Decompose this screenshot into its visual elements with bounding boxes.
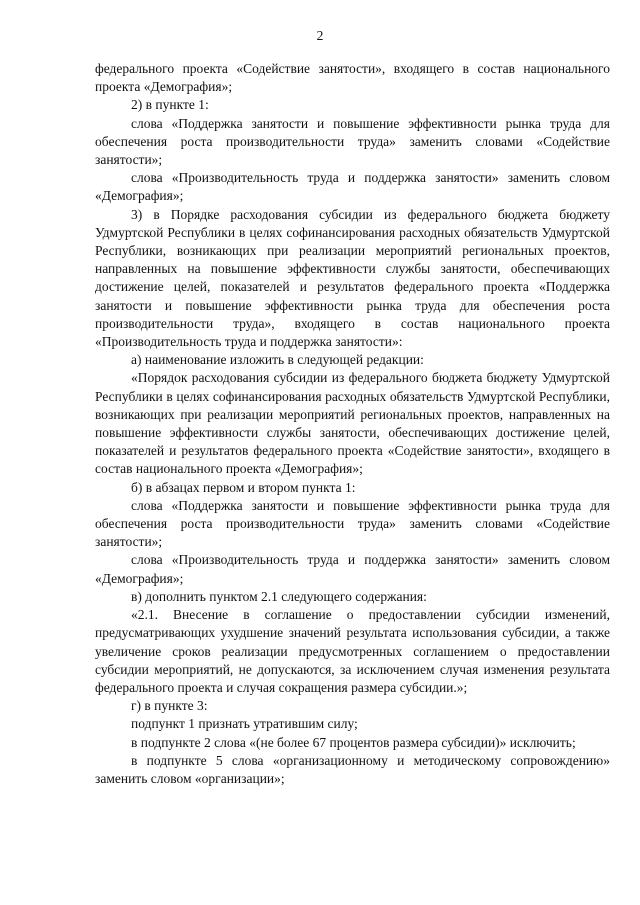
page-number: 2 bbox=[316, 28, 324, 43]
paragraph: слова «Поддержка занятости и повышение эффективности рынка труда для обеспечения роста производительности труда» заменить словами «Содействие занятости»; bbox=[95, 497, 610, 550]
paragraph: г) в пункте 3: bbox=[131, 698, 208, 714]
paragraph: б) в абзацах первом и втором пункта 1: bbox=[131, 479, 356, 495]
paragraph: слова «Производительность труда и поддержка занятости» заменить словом «Демография»; bbox=[95, 170, 610, 204]
paragraph: а) наименование изложить в следующей редакции: bbox=[131, 352, 424, 368]
paragraph: федерального проекта «Содействие занятости», входящего в состав национального проекта «Демография»; bbox=[95, 61, 610, 95]
paragraph: 2) в пункте 1: bbox=[131, 97, 209, 113]
paragraph: в подпункте 5 слова «организационному и методическому сопровождению» заменить словом «организации»; bbox=[95, 752, 610, 786]
paragraph: в подпункте 2 слова «(не более 67 процентов размера субсидии)» исключить; bbox=[131, 734, 576, 750]
paragraph: слова «Поддержка занятости и повышение эффективности рынка труда для обеспечения роста производительности труда» заменить словами «Содействие занятости»; bbox=[95, 115, 610, 168]
paragraph: «Порядок расходования субсидии из федерального бюджета бюджету Удмуртской Республики в целях софинансирования расходных обязательств Удмуртской Республики, возникающих при реализации мероприятий региональных проектов, направленных на повышение эффективности службы занятости, обеспечивающих достижение целей, показателей и результатов федерального проекта «Содействие занятости», входящего в состав национального проекта «Демография»; bbox=[95, 370, 610, 477]
paragraph: 3) в Порядке расходования субсидии из федерального бюджета бюджету Удмуртской Республики в целях софинансирования расходных обязательств Удмуртской Республики, возникающих при реализации мероприятий региональных проектов, направленных на повышение эффективности службы занятости, обеспечивающих достижение целей, показателей и результатов федерального проекта «Поддержка занятости и повышение эффективности рынка труда для обеспечения роста производительности труда», входящего в состав национального проекта «Производительность труда и поддержка занятости»: bbox=[95, 206, 610, 350]
paragraph: слова «Производительность труда и поддержка занятости» заменить словом «Демография»; bbox=[95, 552, 610, 586]
document-body bbox=[95, 60, 610, 788]
paragraph: «2.1. Внесение в соглашение о предоставлении субсидии изменений, предусматривающих ухудшение значений результата использования субсидии, а также увеличение сроков реализации предусмотренных соглашением о предоставлении субсидии мероприятий, не допускаются, за исключением случая изменения результата федерального проекта и случая сокращения размера субсидии.»; bbox=[95, 607, 610, 695]
paragraph: в) дополнить пунктом 2.1 следующего содержания: bbox=[131, 588, 427, 604]
paragraph: подпункт 1 признать утратившим силу; bbox=[131, 716, 358, 732]
